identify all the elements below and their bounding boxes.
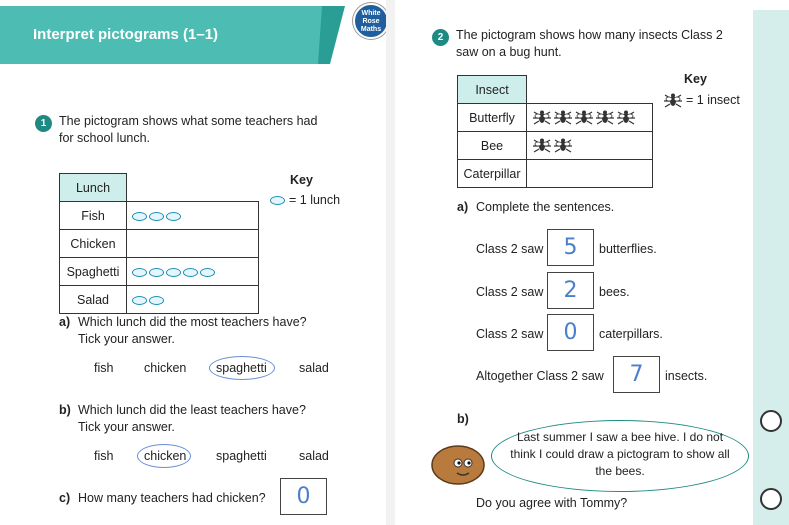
insect-icon (553, 110, 573, 126)
q2b-letter: b) (457, 412, 469, 426)
row-label: Chicken (60, 230, 127, 258)
table-row (458, 104, 653, 132)
row-label: Salad (60, 286, 127, 314)
white-rose-maths-logo: White Rose Maths (353, 3, 389, 39)
table-header: Insect (458, 76, 527, 104)
tommy-character-icon (430, 444, 486, 486)
row-symbols (127, 230, 259, 258)
sentence-before: Altogether Class 2 saw (476, 369, 604, 383)
q1-prompt-line1: The pictogram shows what some teachers had (59, 114, 318, 128)
row-label: Spaghetti (60, 258, 127, 286)
lunch-oval-icon (270, 196, 285, 205)
option-spaghetti[interactable]: spaghetti (216, 449, 267, 463)
row-symbols (527, 132, 653, 160)
q1b-line1: Which lunch did the least teachers have? (78, 403, 306, 417)
table-header: Lunch (60, 174, 127, 202)
table-row (60, 286, 259, 314)
q1-prompt-line2: for school lunch. (59, 131, 151, 145)
tommy-speech: Last summer I saw a bee hive. I do not think I could draw a pictogram to show all the bees. (510, 430, 730, 478)
key-title: Key (684, 72, 707, 86)
insect-icon (574, 110, 594, 126)
thinking-cloud-icon[interactable] (760, 410, 782, 432)
answer-box-butterflies[interactable]: 5 (547, 229, 594, 266)
table-row (458, 160, 653, 188)
row-symbols (527, 160, 653, 188)
sentence-before: Class 2 saw (476, 285, 544, 299)
option-salad[interactable]: salad (299, 361, 329, 375)
insect-pictogram-table (457, 75, 653, 188)
option-salad[interactable]: salad (299, 449, 329, 463)
q2-prompt-line2: saw on a bug hunt. (456, 45, 562, 59)
right-sidebar (753, 10, 789, 525)
table-row (458, 132, 653, 160)
row-symbols (127, 202, 259, 230)
insect-icon (553, 138, 573, 154)
key-text: = 1 insect (686, 93, 740, 107)
sentence-before: Class 2 saw (476, 327, 544, 341)
lunch-pictogram-table (59, 173, 259, 314)
answer-box-bees[interactable]: 2 (547, 272, 594, 309)
insect-icon (532, 138, 552, 154)
option-chicken[interactable]: chicken (144, 361, 187, 375)
option-spaghetti[interactable]: spaghetti (216, 361, 267, 375)
row-label: Butterfly (458, 104, 527, 132)
q1b-letter: b) (59, 403, 71, 417)
table-row (60, 230, 259, 258)
option-fish[interactable]: fish (94, 449, 114, 463)
row-label: Fish (60, 202, 127, 230)
q2b-question: Do you agree with Tommy? (476, 496, 628, 510)
q1c-line1: How many teachers had chicken? (78, 491, 266, 505)
question-1-number: 1 (35, 115, 52, 132)
insect-icon (532, 110, 552, 126)
table-row (60, 202, 259, 230)
question-2-number: 2 (432, 29, 449, 46)
key-title: Key (290, 173, 313, 187)
left-page (0, 0, 394, 525)
option-chicken[interactable]: chicken (144, 449, 187, 463)
row-symbols (127, 286, 259, 314)
row-label: Caterpillar (458, 160, 527, 188)
row-symbols (127, 258, 259, 286)
insect-icon (595, 110, 615, 126)
q1c-letter: c) (59, 491, 71, 505)
sentence-after: caterpillars. (599, 327, 663, 341)
q1a-line1: Which lunch did the most teachers have? (78, 315, 307, 329)
sentence-after: bees. (599, 285, 630, 299)
option-fish[interactable]: fish (94, 361, 114, 375)
insect-icon (616, 110, 636, 126)
q2-prompt-line1: The pictogram shows how many insects Class 2 (456, 28, 723, 42)
q1a-letter: a) (59, 315, 71, 329)
table-row (60, 258, 259, 286)
answer-box-total-insects[interactable]: 7 (613, 356, 660, 393)
row-label: Bee (458, 132, 527, 160)
q1b-line2: Tick your answer. (78, 420, 175, 434)
sentence-after: insects. (665, 369, 708, 383)
q1a-line2: Tick your answer. (78, 332, 175, 346)
key-text: = 1 lunch (289, 193, 341, 207)
sentence-after: butterflies. (599, 242, 657, 256)
insect-icon (663, 92, 684, 110)
row-symbols (527, 104, 653, 132)
page-title: Interpret pictograms (1–1) (33, 26, 219, 43)
answer-box-chicken-count[interactable]: 0 (280, 478, 327, 515)
speech-bubble-icon[interactable] (760, 488, 782, 510)
sentence-before: Class 2 saw (476, 242, 544, 256)
q2a-letter: a) (457, 200, 469, 214)
answer-box-caterpillars[interactable]: 0 (547, 314, 594, 351)
q2a-instruction: Complete the sentences. (476, 200, 615, 214)
